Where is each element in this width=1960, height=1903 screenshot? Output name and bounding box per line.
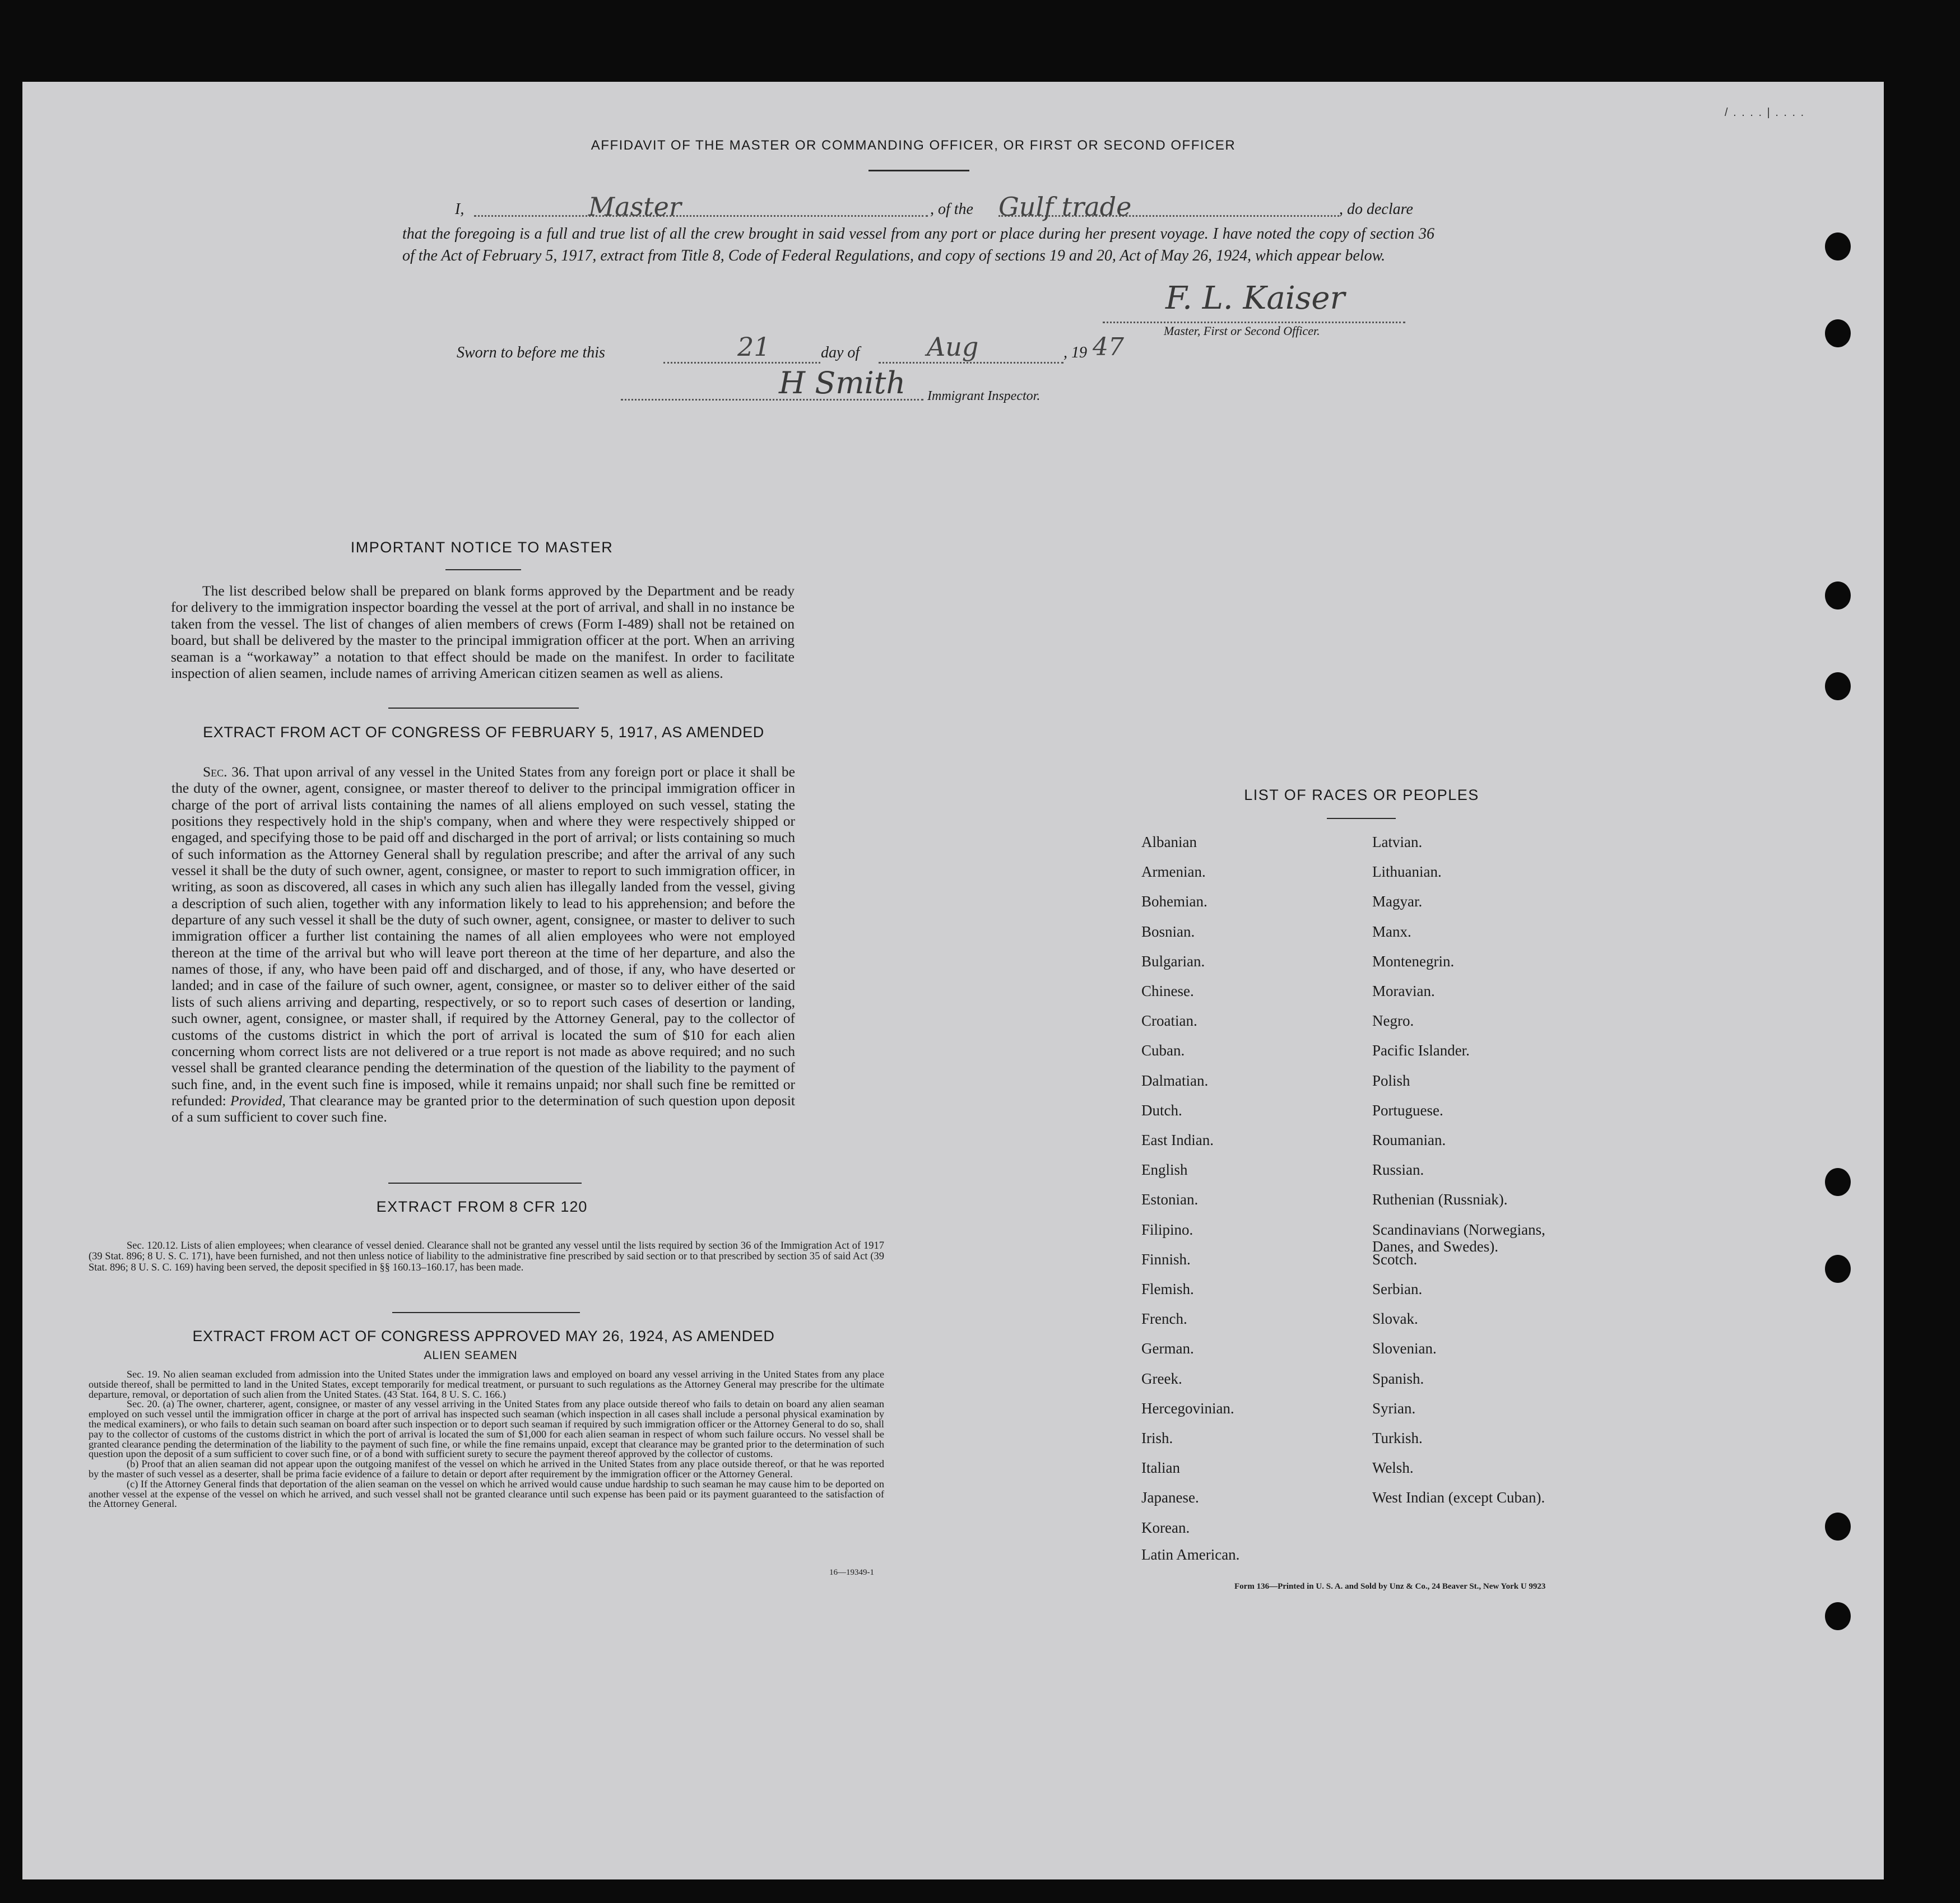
extract-cfr-title-a: EXTRACT FROM <box>376 1198 506 1215</box>
race-item: Croatian. <box>1141 1012 1197 1030</box>
race-item: Pacific Islander. <box>1372 1042 1470 1059</box>
sec-20c-text: (c) If the Attorney General finds that deportation of the alien seaman on the vessel on which he arrived would cause undue hardship to such seaman he may cause him to be deported on another vessel at the expense of the vessel on which he arrived, and such vessel shall not be granted clearance until such expense has been paid or its payment guaranteed to the satisfaction of the Attorney General. <box>89 1478 884 1510</box>
signature-dotted-line <box>1103 322 1405 323</box>
sworn-prefix: Sworn to before me this <box>457 344 605 361</box>
race-item: Bohemian. <box>1141 893 1207 910</box>
race-item: Finnish. <box>1141 1250 1191 1268</box>
divider <box>1327 818 1396 819</box>
race-item: Syrian. <box>1372 1399 1416 1417</box>
race-item: Negro. <box>1372 1012 1414 1030</box>
race-item: Italian <box>1141 1459 1180 1477</box>
year-prefix: , 19 <box>1063 344 1087 361</box>
race-item: Scotch. <box>1372 1250 1418 1268</box>
divider <box>388 708 579 709</box>
race-item: Korean. <box>1141 1519 1190 1536</box>
provided-word: Provided, <box>230 1092 286 1109</box>
affidavit-title: AFFIDAVIT OF THE MASTER OR COMMANDING OFFICER, OR FIRST OR SECOND OFFICER <box>591 138 1236 153</box>
vessel-handwritten: Gulf trade <box>998 192 1132 222</box>
punch-hole <box>1825 1513 1851 1541</box>
punch-hole <box>1825 1255 1851 1283</box>
punch-hole <box>1825 232 1851 260</box>
day-of-text: day of <box>821 344 860 361</box>
extract-1924-body <box>89 1370 884 1509</box>
sec-36-text-end: That clearance may be granted prior to the determination of such question upon deposit of a sum sufficient to cover such fine. <box>171 1092 796 1125</box>
sec-36-text: That upon arrival of any vessel in the United States from any foreign port or place it shall be the duty of the owner, agent, consignee, or master thereof to deliver to the principal immigration officer in charge of the port of arrival lists containing the names of all aliens employed on such vessel, stating the positions they respectively hold in the ship's company, when and where they were respectively shipped or engaged, and specifying those to be paid off and discharged in the port of arrival; or lists containing so much of such information as the Attorney General shall by regulation prescribe; and after the arrival of any such vessel it shall be the duty of such owner, agent, consignee, or master to report to such immigration officer, in writing, as soon as discovered, all cases in which any such alien has illegally landed from the vessel, giving a description of such alien, together with any information likely to lead to his apprehension; and before the departure of any such vessel it shall be the duty of such owner, agent, consignee, or master to deliver to such immigration officer a further list containing the names of all alien employees who were not employed thereon at the time of the arrival but who will leave port thereon at the time of her departure, and also the names of those, if any, who have been paid off and discharged, and of those, if any, who have deserted or landed; and in case of the failure of such owner, agent, consignee, or master so to deliver either of the said lists of such aliens arriving and departing, respectively, or so to report such cases of desertion or landing, such owner, agent, consignee, or master shall, if required by the Attorney General, pay to the collector of customs of the customs district in which the port of arrival is located the sum of $10 for each alien concerning whom correct lists are not delivered or a true report is not made as above required; and no such vessel shall be granted clearance pending the determination of the question of the liability to the payment of such fine, and, in the event such fine is imposed, while it remains unpaid; nor shall such fine be remitted or refunded: <box>171 764 795 1109</box>
race-item: Lithuanian. <box>1372 863 1442 881</box>
divider <box>392 1312 580 1313</box>
affidavit-i: I, <box>455 201 465 218</box>
do-declare-text: , do declare <box>1339 201 1413 218</box>
races-title: LIST OF RACES OR PEOPLES <box>1244 787 1479 803</box>
race-item: Latin American. <box>1141 1546 1240 1563</box>
race-item: Bosnian. <box>1141 923 1195 940</box>
extract-cfr-body: Sec. 120.12. Lists of alien employees; when clearance of vessel denied. Clearance shall not be granted any vessel until the lists required by section 36 of the Immigration Act of 1917 (39 Stat. 896; 8 U. S. C. 171), have been furnished, and not then unless notice of liability to the administrative fine prescribed by said section or to that prescribed by section 35 of said Act (39 Stat. 896; 8 U. S. C. 169) having been served, the deposit specified in §§ 160.13–160.17, has been made. <box>89 1240 884 1273</box>
sec-20a-text: Sec. 20. (a) The owner, charterer, agent, consignee, or master of any vessel arriving in the United States from any place outside thereof who fails to detain on board any alien seaman employed on such vessel until the immigration officer in charge at the port of arrival has inspected such seaman (which inspection in all cases shall include a personal physical examination by the medical examiners), or who fails to detain such seaman on board after such inspection or to deport such seaman if required by such immigration officer or the Attorney General to do so, shall pay to the collector of customs of the customs district in which the port of arrival is located the sum of $1,000 for each alien seaman in respect of whom such failure occurs. No vessel shall be granted clearance pending the determination of the liability to the payment of such fine, or while the fine remains unpaid, except that clearance may be granted prior to the determination of such question upon the deposit of a sum sufficient to cover such fine, or of a bond with sufficient surety to secure the payment thereof approved by the collector of customs. <box>89 1398 884 1460</box>
race-item: Albanian <box>1141 834 1197 850</box>
race-item: Serbian. <box>1372 1281 1423 1297</box>
divider <box>388 1183 582 1184</box>
of-the-text: , of the <box>930 201 973 218</box>
race-item: Scandinavians (Norwegians, <box>1372 1221 1545 1238</box>
race-item: German. <box>1141 1340 1194 1357</box>
sec-20b-text: (b) Proof that an alien seaman did not appear upon the outgoing manifest of the vessel on which he arrived in the United States from any place outside thereof, or that he was reported by the master of such vessel as a deserter, shall be prima facie evidence of a failure to detain or deport after requirement by the immigration officer or the Attorney General. <box>89 1458 884 1479</box>
punch-hole <box>1825 581 1851 609</box>
race-item: Slovak. <box>1372 1310 1418 1328</box>
race-item: Filipino. <box>1141 1221 1193 1238</box>
race-item: Dalmatian. <box>1141 1072 1209 1089</box>
signature-caption: Master, First or Second Officer. <box>1164 324 1320 338</box>
affidavit-body: that the foregoing is a full and true list of all the crew brought in said vessel from any port or place during her present voyage. I have noted the copy of section 36 of the Act of February 5, 1917, extract from Title 8, Code of Federal Regulations, and copy of sections 19 and 20, Act of May 26, 1924, which appear below. <box>402 225 1434 264</box>
inspector-caption: Immigrant Inspector. <box>927 389 1041 403</box>
race-item: Armenian. <box>1141 863 1206 881</box>
name-dotted-line <box>474 215 928 217</box>
race-item: Welsh. <box>1372 1459 1414 1477</box>
divider <box>445 569 521 570</box>
month-handwritten: Aug <box>927 332 979 362</box>
race-item: Cuban. <box>1141 1042 1185 1059</box>
top-right-mark: / . . . . | . . . . <box>1725 106 1805 119</box>
race-item: Flemish. <box>1141 1281 1194 1297</box>
name-handwritten: Master <box>588 192 681 222</box>
race-item: Irish. <box>1141 1430 1173 1446</box>
race-item: Montenegrin. <box>1372 952 1455 970</box>
race-item: East Indian. <box>1141 1132 1214 1148</box>
extract-cfr-title <box>314 1198 650 1216</box>
notice-title: IMPORTANT NOTICE TO MASTER <box>350 539 614 556</box>
inspector-signature: H Smith <box>779 365 906 401</box>
footer-form-line: Form 136—Printed in U. S. A. and Sold by Unz & Co., 24 Beaver St., New York U 9923 <box>1234 1582 1546 1591</box>
notice-body: The list described below shall be prepared on blank forms approved by the Department and be ready for delivery to the immigration inspector boarding the vessel at the port of arrival, and shall in no instance be taken from the vessel. The list of changes of alien members of crews (Form I-489) shall not be retained on board, but shall be delivered by the master to the principal immigration officer at the port. When an arriving seaman is a “workaway” a notation to that effect should be made on the manifest. In order to facilitate inspection of alien seamen, include names of arriving American citizen seamen as well as aliens. <box>171 583 795 682</box>
race-item: Turkish. <box>1372 1430 1423 1446</box>
extract-1917-title: EXTRACT FROM ACT OF CONGRESS OF FEBRUARY 5, 1917, AS AMENDED <box>203 724 764 741</box>
race-item: Latvian. <box>1372 834 1423 850</box>
race-item: Greek. <box>1141 1370 1182 1387</box>
race-item: Hercegovinian. <box>1141 1399 1234 1417</box>
race-item: Japanese. <box>1141 1489 1199 1506</box>
race-item: Magyar. <box>1372 893 1423 910</box>
race-item: Estonian. <box>1141 1191 1199 1208</box>
extract-1924-subtitle: ALIEN SEAMEN <box>424 1349 518 1362</box>
race-item: West Indian (except Cuban). <box>1372 1489 1545 1506</box>
sworn-line <box>0 332 1960 373</box>
punch-hole <box>1825 672 1851 700</box>
extract-cfr-title-b: 8 CFR 120 <box>509 1198 588 1215</box>
sec-19-text: Sec. 19. No alien seaman excluded from admission into the United States under the immigration laws and employed on board any vessel arriving in the United States from any place outside thereof, shall be permitted to land in the United States, except temporarily for medical treatment, or pursuant to such regulations as the Attorney General may prescribe for the ultimate departure, removal, or deportation of such alien from the United States. (43 Stat. 164, 8 U. S. C. 166.) <box>89 1369 884 1400</box>
race-item: Polish <box>1372 1072 1410 1089</box>
extract-1924-title: EXTRACT FROM ACT OF CONGRESS APPROVED MAY 26, 1924, AS AMENDED <box>192 1328 775 1344</box>
extract-1917-body <box>171 764 795 1125</box>
race-item: Russian. <box>1372 1161 1424 1179</box>
form-code: 16—19349-1 <box>829 1568 874 1577</box>
race-item: Roumanian. <box>1372 1132 1446 1148</box>
month-dotted-line <box>879 362 1063 364</box>
day-dotted-line <box>663 362 820 364</box>
race-item: Moravian. <box>1372 983 1435 999</box>
master-signature: F. L. Kaiser <box>1165 280 1345 317</box>
race-item: Slovenian. <box>1372 1340 1437 1357</box>
race-item: French. <box>1141 1310 1187 1328</box>
race-item: Bulgarian. <box>1141 952 1205 970</box>
race-item: Spanish. <box>1372 1370 1424 1387</box>
year-handwritten: 47 <box>1093 333 1124 361</box>
day-handwritten: 21 <box>737 332 770 362</box>
race-item: English <box>1141 1161 1188 1179</box>
race-item: Ruthenian (Russniak). <box>1372 1191 1508 1208</box>
punch-hole <box>1825 1168 1851 1196</box>
punch-hole <box>1825 1602 1851 1630</box>
race-item: Portuguese. <box>1372 1101 1443 1119</box>
divider <box>868 170 969 171</box>
race-item: Chinese. <box>1141 983 1194 999</box>
race-item: Manx. <box>1372 923 1411 940</box>
affidavit-line1 <box>0 194 1960 222</box>
race-item: Danes, and Swedes). <box>1372 1237 1498 1255</box>
race-item: Dutch. <box>1141 1101 1182 1119</box>
sec-36-label: Sec. 36. <box>203 764 250 780</box>
